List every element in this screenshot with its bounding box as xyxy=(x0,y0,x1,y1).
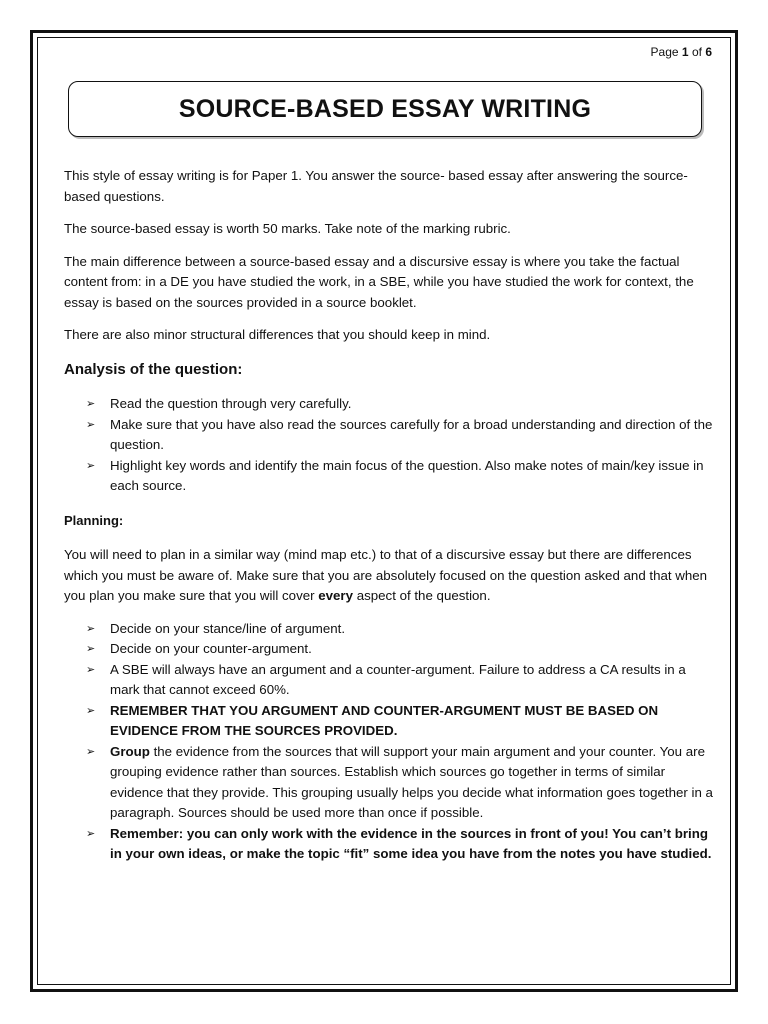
intro-paragraph-3: The main difference between a source-based essay and a discursive essay is where you take the factual content from: in a DE you have studied the work, in a SBE, while you have studied the work for context, the essay is based on the sources provided in a source booklet. xyxy=(64,253,694,310)
intro-paragraph-4: There are also minor structural differences that you should keep in mind. xyxy=(64,327,491,342)
list-item xyxy=(86,456,716,497)
list-item xyxy=(86,660,716,701)
list-item-text: Decide on your stance/line of argument. xyxy=(110,620,346,636)
list-item xyxy=(86,394,716,415)
intro-paragraph-1: This style of essay writing is for Paper 1. You answer the source- based essay after answering the source- based questions. xyxy=(64,168,688,204)
document-title: SOURCE-BASED ESSAY WRITING xyxy=(178,94,592,123)
list-item-text: Remember: you can only work with the evidence in the sources in front of you! You can’t bring in your own ideas, or make the topic “fit” some idea you have from the notes you have studied. xyxy=(110,825,712,861)
intro-paragraph-2: The source-based essay is worth 50 marks. Take note of the marking rubric. xyxy=(64,221,511,236)
planning-text-bold: every xyxy=(318,588,354,603)
arrowhead-bullet-icon: ➢ xyxy=(86,622,96,635)
list-item xyxy=(86,619,716,640)
planning-heading: Planning: xyxy=(64,512,124,528)
list-item-bold-text: Group xyxy=(110,743,150,759)
analysis-list xyxy=(64,394,716,497)
list-item xyxy=(86,824,716,865)
arrowhead-bullet-icon: ➢ xyxy=(86,398,96,410)
arrowhead-bullet-icon: ➢ xyxy=(86,704,96,717)
arrowhead-bullet-icon: ➢ xyxy=(86,827,96,840)
list-item-text: Make sure that you have also read the sources carefully for a broad understanding and direction of the question. xyxy=(110,416,713,452)
list-item xyxy=(86,701,716,742)
arrowhead-bullet-icon: ➢ xyxy=(86,418,96,431)
arrowhead-bullet-icon: ➢ xyxy=(86,643,96,655)
list-item-text: the evidence from the sources that will support your main argument and your counter. You are grouping evidence rather than sources. Establish which sources go together in terms of similar evidence that they provide. This grouping usually helps you decide what information goes together in a paragraph. Sources should be used more than once if possible. xyxy=(110,743,713,820)
list-item-text: Decide on your counter-argument. xyxy=(110,641,312,656)
document-body xyxy=(64,166,716,879)
arrowhead-bullet-icon: ➢ xyxy=(86,459,96,472)
page-of: of xyxy=(691,45,702,59)
page-label: Page xyxy=(650,45,679,59)
arrowhead-bullet-icon: ➢ xyxy=(86,663,96,676)
list-item-text: Read the question through very carefully. xyxy=(110,396,352,411)
planning-list xyxy=(64,619,716,865)
list-item-text: Highlight key words and identify the main focus of the question. Also make notes of main/key issue in each source. xyxy=(110,457,704,493)
page-current: 1 xyxy=(681,45,689,59)
planning-text-start: You will need to plan in a similar way (mind map etc.) to that of a discursive essay but there are differences which you must be aware of. Make sure that you are absolutely focused on the question asked and that when you plan you make sure that you will cover xyxy=(64,547,708,603)
arrowhead-bullet-icon: ➢ xyxy=(86,745,96,758)
list-item xyxy=(86,639,716,660)
list-item xyxy=(86,742,716,824)
planning-paragraph xyxy=(64,545,716,607)
list-item-text: REMEMBER THAT YOU ARGUMENT AND COUNTER-ARGUMENT MUST BE BASED ON EVIDENCE FROM THE SOURCES PROVIDED. xyxy=(110,702,659,738)
list-item xyxy=(86,415,716,456)
page-number xyxy=(651,45,712,59)
title-box xyxy=(68,81,702,137)
analysis-heading: Analysis of the question: xyxy=(64,360,243,378)
list-item-text: A SBE will always have an argument and a counter-argument. Failure to address a CA results in a mark that cannot exceed 60%. xyxy=(110,661,686,697)
page-total: 6 xyxy=(705,45,712,59)
planning-text-end: aspect of the question. xyxy=(353,588,491,603)
